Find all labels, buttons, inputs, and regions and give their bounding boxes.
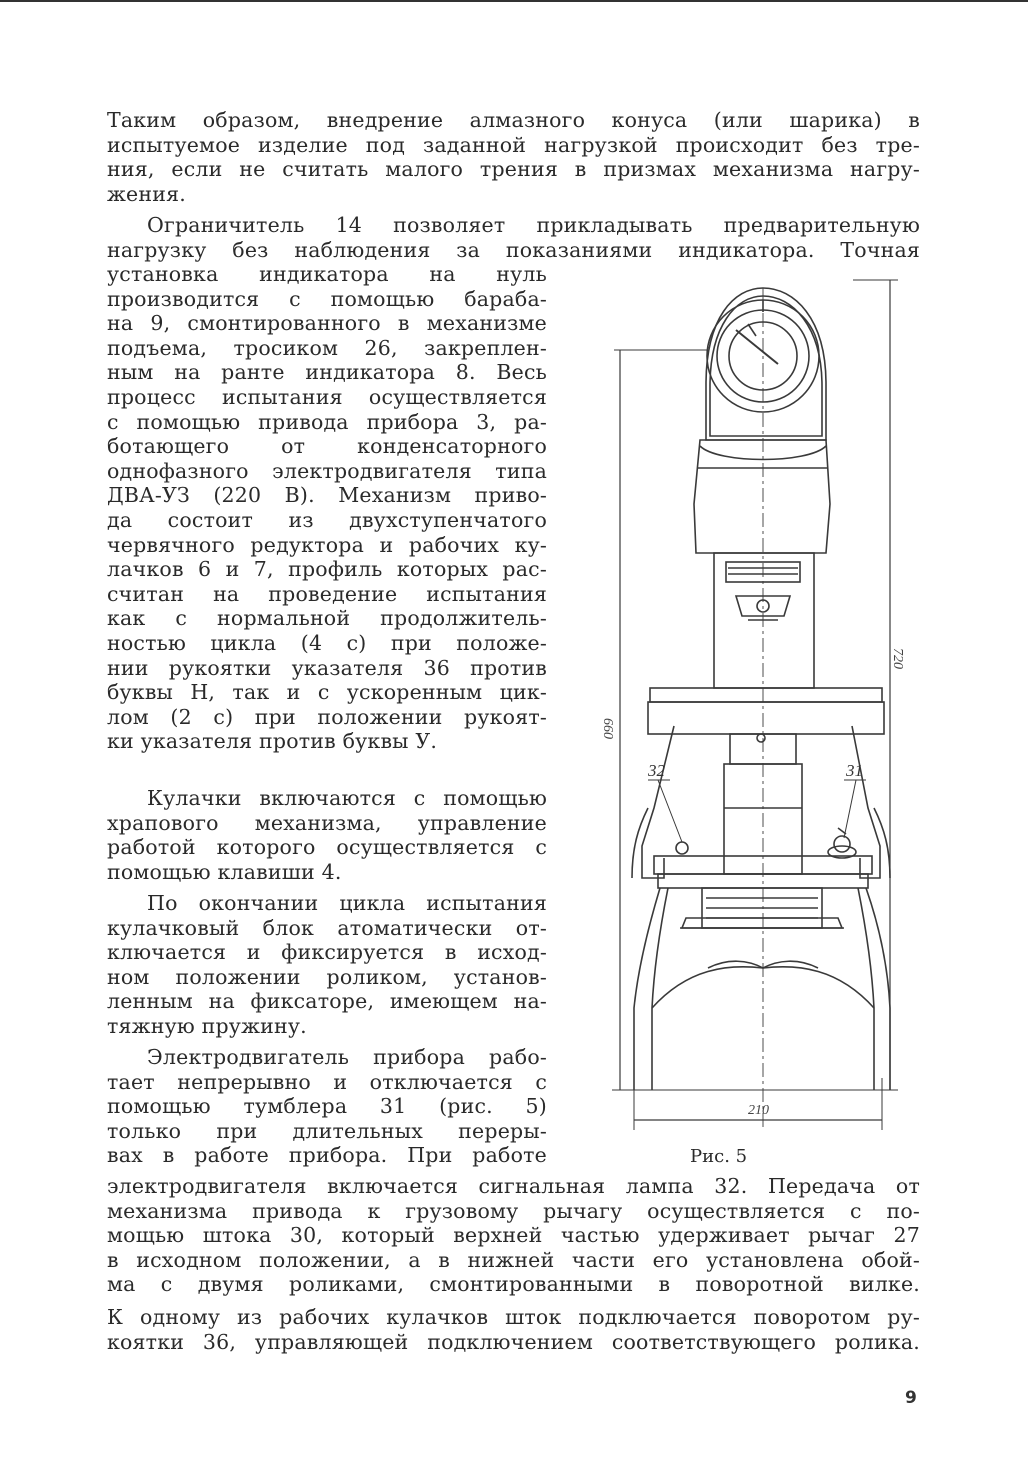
paragraph-2-column <box>107 262 547 754</box>
paragraph-5-wide <box>107 1174 920 1354</box>
text-line: испытуемое изделие под заданной нагрузкой происходит без тре- <box>107 132 920 157</box>
text-line: процесс испытания осуществляется <box>107 384 547 409</box>
label-31: 31 <box>846 761 863 780</box>
text-line: К одному из рабочих кулачков шток подключается поворотом ру- <box>107 1304 920 1329</box>
top-border <box>0 0 1028 2</box>
text-line: нагрузку без наблюдения за показаниями индикатора. Точная <box>107 237 920 262</box>
text-line: лом (2 с) при положении рукоят- <box>107 704 547 729</box>
text-line: с помощью привода прибора 3, ра- <box>107 409 547 434</box>
text-line: помощью клавиши 4. <box>107 859 342 884</box>
text-line: ДВА-УЗ (220 В). Механизм приво- <box>107 483 547 508</box>
text-line: считан на проведение испытания <box>107 581 547 606</box>
text-line: электродвигателя включается сигнальная лампа 32. Передача от <box>107 1174 920 1198</box>
text-line: ленным на фиксаторе, имеющем на- <box>107 989 547 1014</box>
figure-caption: Рис. 5 <box>690 1146 748 1167</box>
text-line: подъема, тросиком 26, закреплен- <box>107 335 547 360</box>
text-line: только при длительных переры- <box>107 1118 547 1143</box>
text-line: храпового механизма, управление <box>107 810 547 835</box>
text-line: Электродвигатель прибора рабо- <box>147 1045 547 1069</box>
text-line: буквы Н, так и с ускоренным цик- <box>107 680 547 705</box>
paragraph-4 <box>107 891 547 1039</box>
text-line: жения. <box>107 181 186 206</box>
paragraph-5-column <box>107 1045 547 1168</box>
text-line: тает непрерывно и отключается с <box>107 1069 547 1094</box>
text-line: установка индикатора на нуль <box>107 262 547 286</box>
text-line: Ограничитель 14 позволяет прикладывать предварительную <box>147 213 920 237</box>
text-line: ки указателя против буквы У. <box>107 729 438 754</box>
device-drawing <box>598 268 918 1146</box>
text-line: кулачковый блок атоматически от- <box>107 915 547 940</box>
text-line: на 9, смонтированного в механизме <box>107 311 547 336</box>
text-line: механизма привода к грузовому рычагу осуществляется с по- <box>107 1198 920 1223</box>
text-line: ма с двумя роликами, смонтированными в поворотной вилке. <box>107 1272 920 1297</box>
text-line: коятки 36, управляющей подключением соответствующего ролика. <box>107 1329 920 1354</box>
text-line: ключается и фиксируется в исход- <box>107 940 547 965</box>
text-line: ботающего от конденсаторного <box>107 434 547 459</box>
text-line: лачков 6 и 7, профиль которых рас- <box>107 557 547 582</box>
text-line: как с нормальной продолжитель- <box>107 606 547 631</box>
text-line: нии рукоятки указателя 36 против <box>107 655 547 680</box>
dim-upper-height: 720 <box>890 648 905 669</box>
dim-total-height: 660 <box>600 718 615 739</box>
text-line: производится с помощью бараба- <box>107 286 547 311</box>
text-line: Кулачки включаются с помощью <box>147 786 547 810</box>
text-line: тяжную пружину. <box>107 1013 307 1038</box>
text-line: да состоит из двухступенчатого <box>107 507 547 532</box>
text-line: мощью штока 30, который верхней частью удерживает рычаг 27 <box>107 1223 920 1248</box>
text-line: ностью цикла (4 с) при положе- <box>107 630 547 655</box>
page-number: 9 <box>905 1388 917 1408</box>
text-line: вах в работе прибора. При работе <box>107 1143 547 1168</box>
dim-width: 210 <box>748 1103 769 1118</box>
text-line: По окончании цикла испытания <box>147 891 547 915</box>
text-line: ным на ранте индикатора 8. Весь <box>107 360 547 385</box>
text-line: однофазного электродвигателя типа <box>107 458 547 483</box>
text-line: червячного редуктора и рабочих ку- <box>107 532 547 557</box>
text-line: работой которого осуществляется с <box>107 835 547 860</box>
paragraph-1 <box>107 108 920 206</box>
text-line: помощью тумблера 31 (рис. 5) <box>107 1094 547 1119</box>
text-line: ном положении роликом, установ- <box>107 964 547 989</box>
label-32: 32 <box>648 761 665 780</box>
paragraph-3 <box>107 786 547 884</box>
text-line: ния, если не считать малого трения в призмах механизма нагру- <box>107 157 920 182</box>
text-line: Таким образом, внедрение алмазного конуса (или шарика) в <box>107 108 920 132</box>
paragraph-2-wide <box>107 213 920 262</box>
text-line: в исходном положении, а в нижней части его установлена обой- <box>107 1247 920 1272</box>
